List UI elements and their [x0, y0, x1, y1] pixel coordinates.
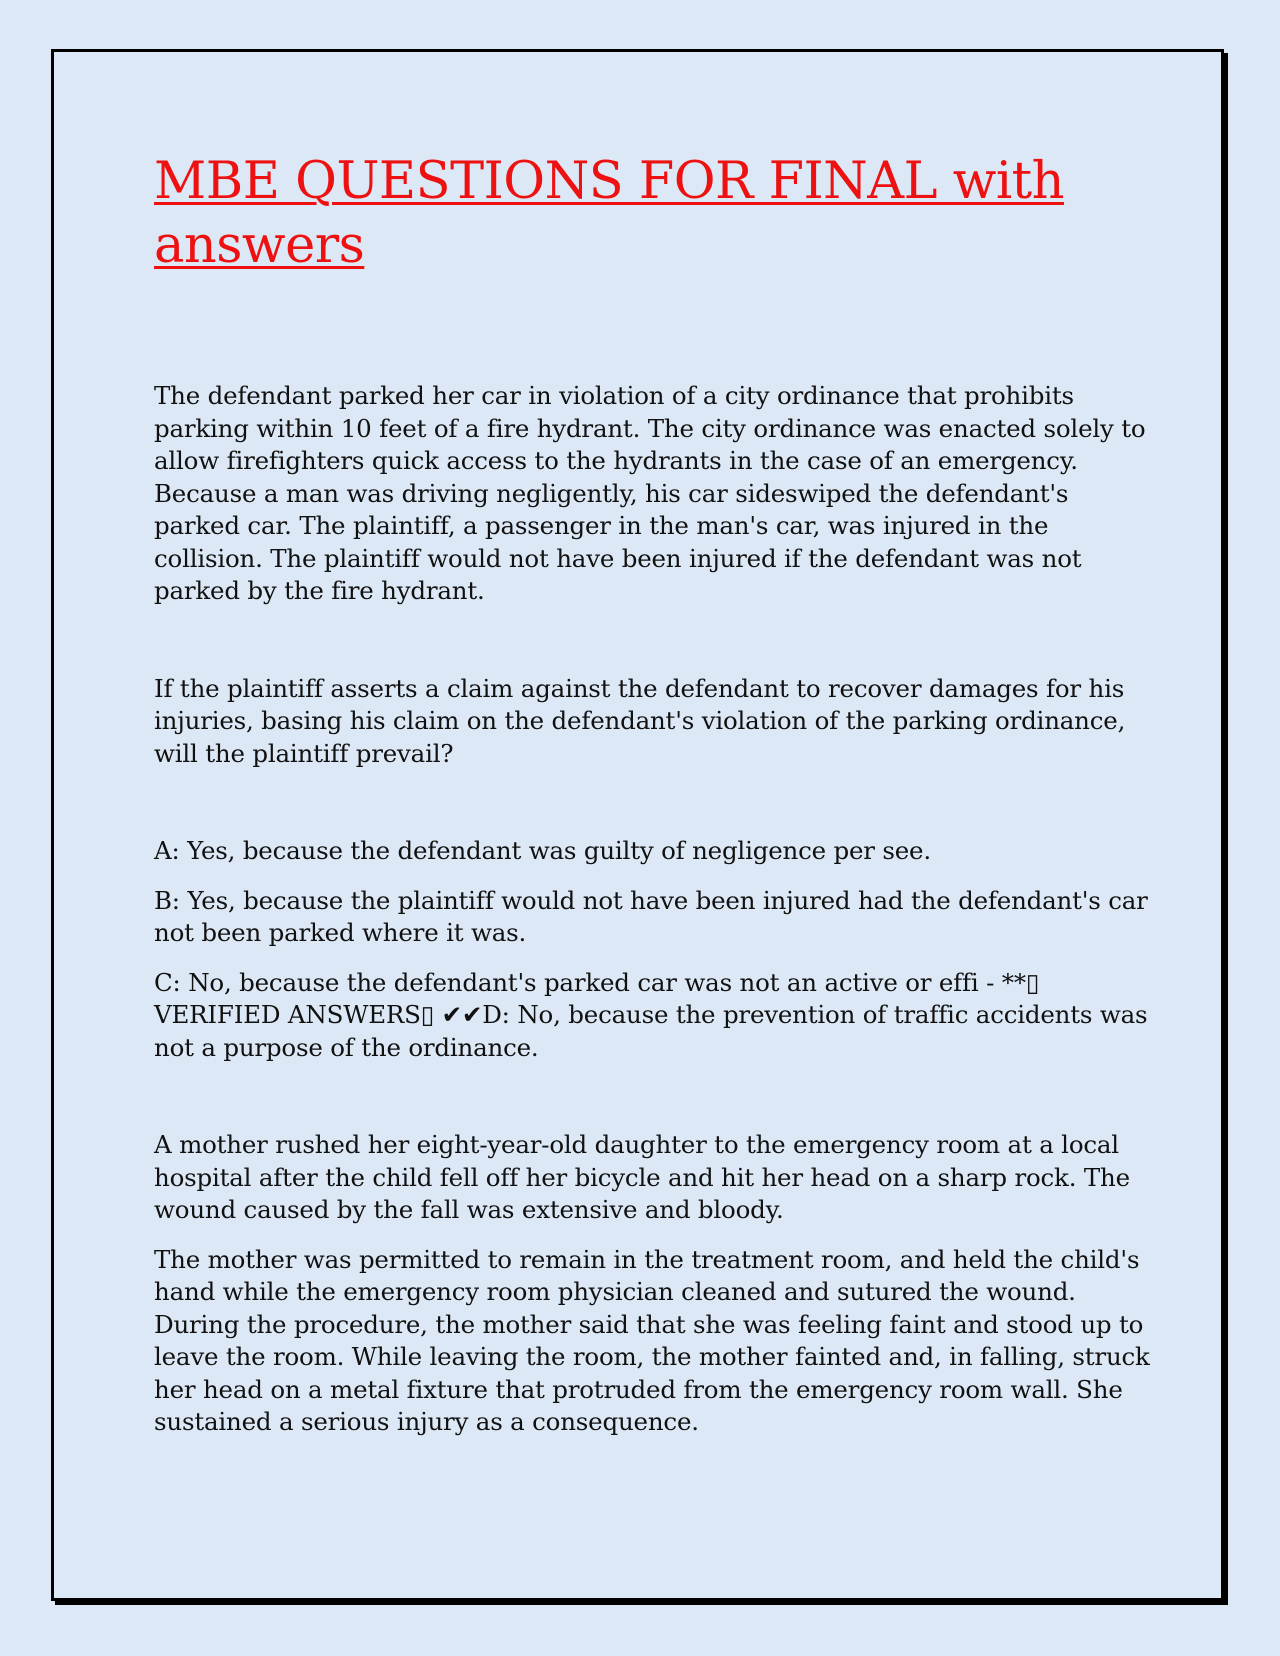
document-title: MBE QUESTIONS FOR FINAL with answers: [154, 152, 1065, 275]
answer-option-c-d: C: No, because the defendant's parked car was not an active or effi - **▯ VERIFIED ANSWERS▯ ✔✔D: No, because the prevention of traffic accidents was not a purpose of the ordinance.: [154, 967, 1148, 1062]
answer-option-b: B: Yes, because the plaintiff would not have been injured had the defendant's car not been parked where it was.: [154, 885, 1148, 947]
question-2-fact-pattern-part-1: A mother rushed her eight-year-old daughter to the emergency room at a local hospital after the child fell off her bicycle and hit her head on a sharp rock. The wound caused by the fall was extensive and bloody.: [154, 1130, 1130, 1224]
question-2-fact-pattern-part-2: The mother was permitted to remain in the treatment room, and held the child's hand while the emergency room physician cleaned and sutured the wound. During the procedure, the mother said that she was feeling faint and stood up to leave the room. While leaving the room, the mother fainted and, in falling, struck her head on a metal fixture that protruded from the emergency room wall. She sustained a serious injury as a consequence.: [154, 1244, 1150, 1436]
question-1-prompt: If the plaintiff asserts a claim against the defendant to recover damages for his injuries, basing his claim on the defendant's violation of the parking ordinance, will the plaintiff prevail?: [154, 673, 1126, 768]
answer-option-a: A: Yes, because the defendant was guilty of negligence per see.: [154, 836, 931, 865]
document-content: [154, 150, 1154, 1439]
page-frame: [51, 49, 1224, 1601]
question-1-fact-pattern: The defendant parked her car in violation of a city ordinance that prohibits parking within 10 feet of a fire hydrant. The city ordinance was enacted solely to allow firefighters quick access to the hydrants in the case of an emergency. Because a man was driving negligently, his car sideswiped the defendant's parked car. The plaintiff, a passenger in the man's car, was injured in the collision. The plaintiff would not have been injured if the defendant was not parked by the fire hydrant.: [154, 381, 1146, 605]
